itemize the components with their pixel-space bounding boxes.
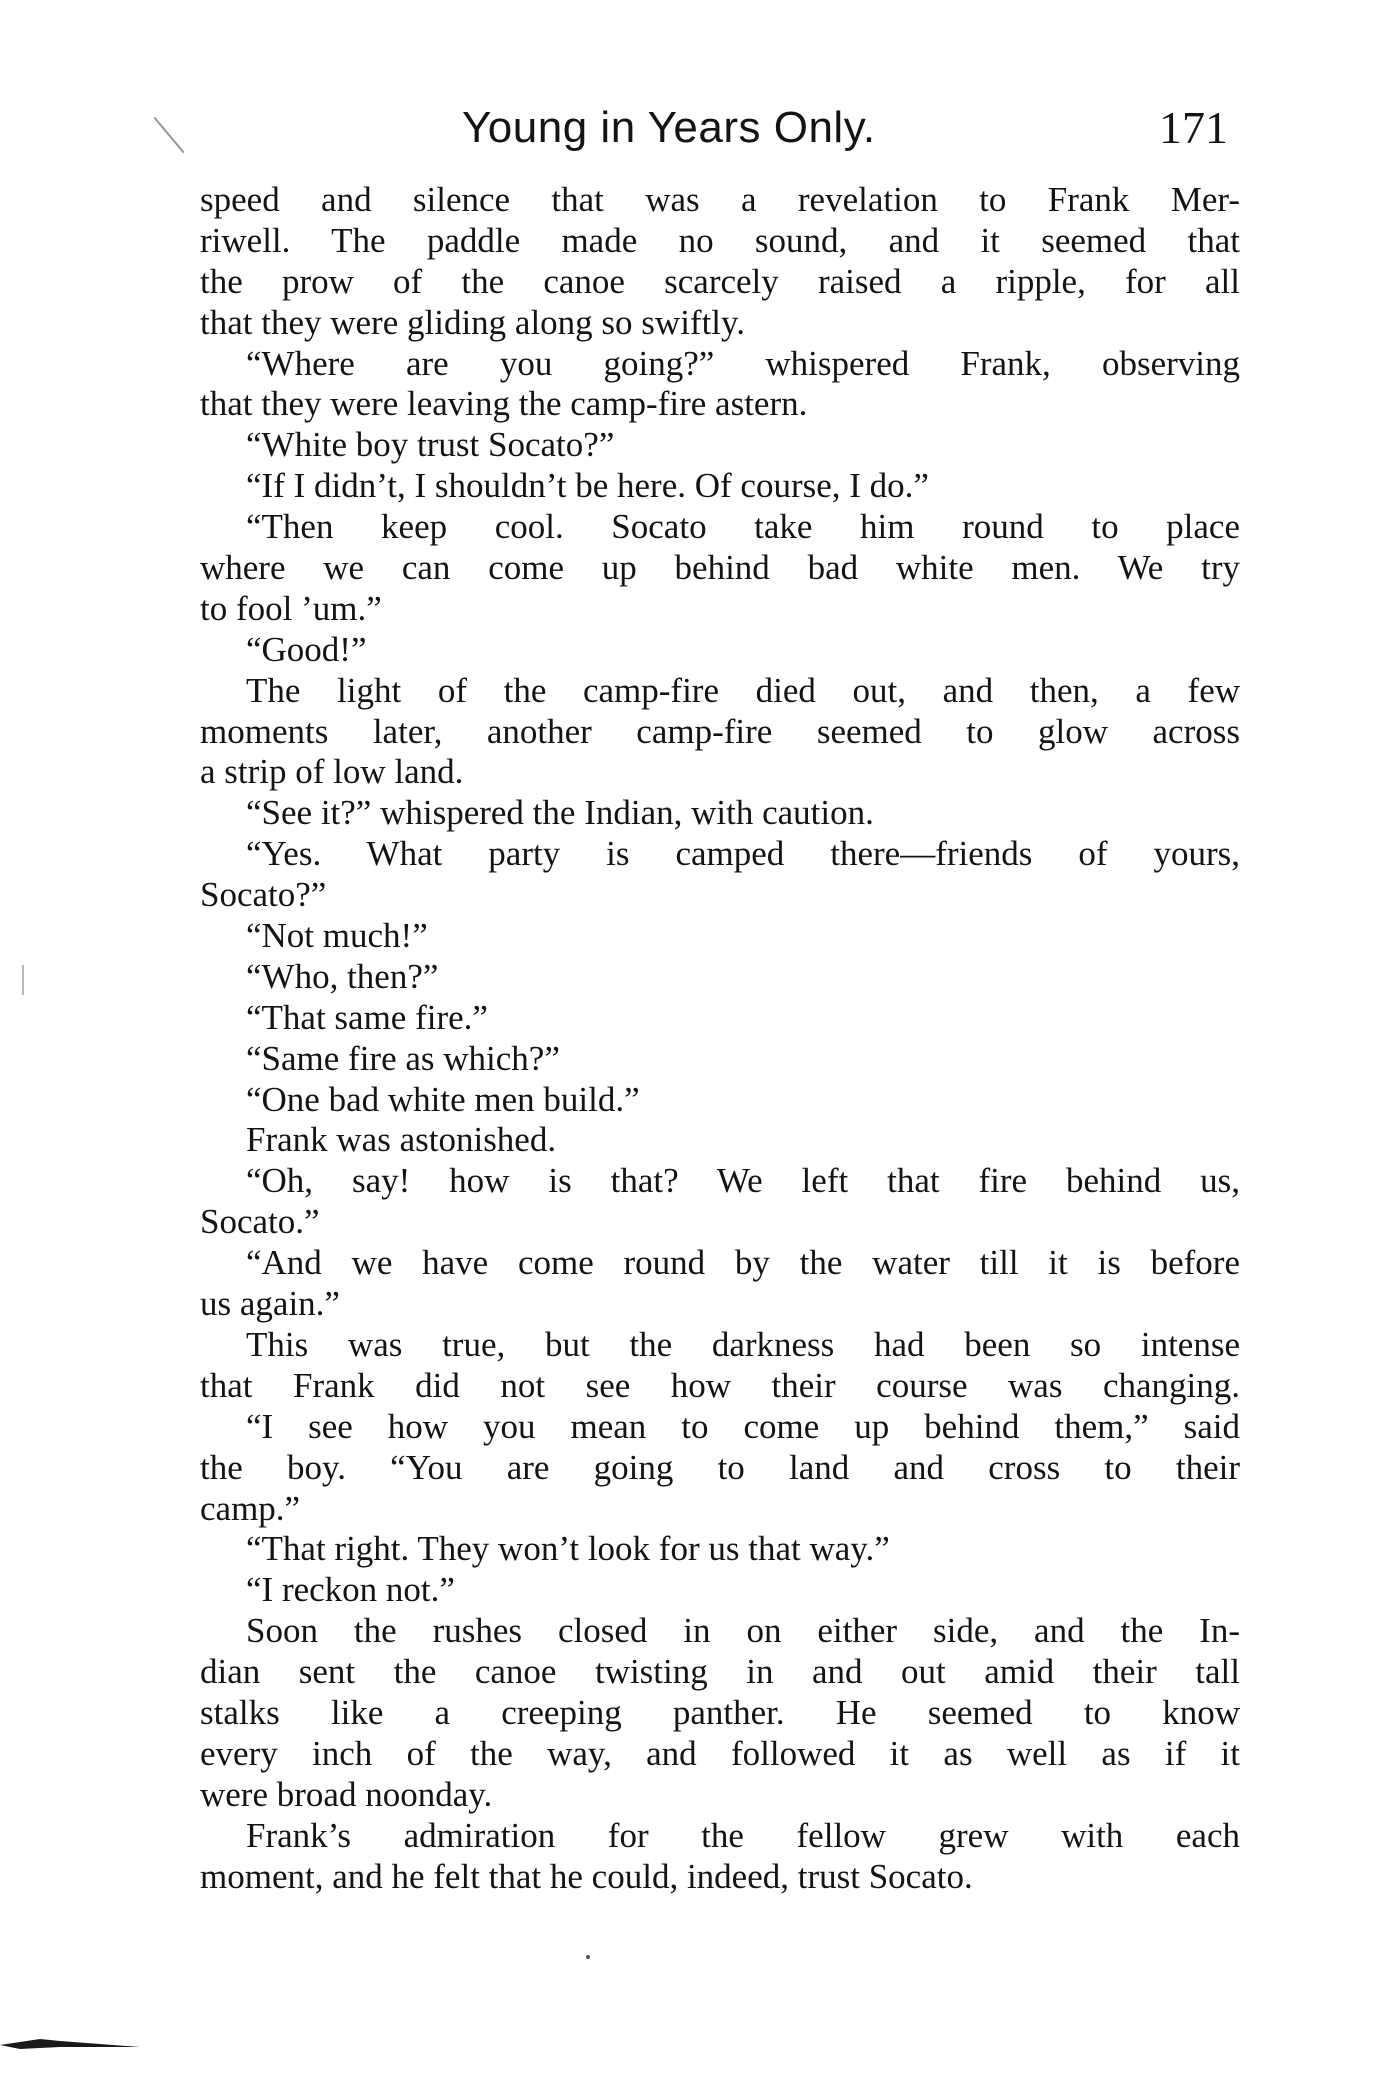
text-line: This was true, but the darkness had been so intense — [246, 1324, 1240, 1364]
text-line: that they were leaving the camp-fire astern. — [200, 384, 808, 424]
text-line: “Then keep cool. Socato take him round to place — [246, 507, 1240, 547]
text-line: Socato.” — [200, 1202, 320, 1242]
text-line: that Frank did not see how their course was changing. — [200, 1365, 1240, 1405]
text-line: “White boy trust Socato?” — [246, 425, 615, 465]
text-line: Socato?” — [200, 875, 327, 915]
text-line: “I see how you mean to come up behind them,” said — [246, 1406, 1240, 1446]
text-line: a strip of low land. — [200, 752, 464, 792]
text-line: camp.” — [200, 1488, 301, 1528]
text-line: every inch of the way, and followed it as well as if it — [200, 1733, 1240, 1773]
text-line: “That same fire.” — [246, 997, 488, 1037]
text-line: moment, and he felt that he could, indeed, trust Socato. — [200, 1856, 973, 1896]
margin-pencil-mark — [153, 117, 184, 154]
text-line: speed and silence that was a revelation to Frank Mer- — [200, 180, 1240, 219]
ink-smudge-mark — [0, 2035, 140, 2051]
text-line: riwell. The paddle made no sound, and it seemed that — [200, 220, 1240, 260]
text-line: “One bad white men build.” — [246, 1079, 640, 1119]
text-line: “Not much!” — [246, 916, 428, 956]
text-line: where we can come up behind bad white men. We try — [200, 548, 1240, 588]
ink-dot — [586, 1955, 590, 1959]
text-line: “That right. They won’t look for us that way.” — [246, 1529, 890, 1569]
margin-bar-mark — [22, 965, 24, 995]
text-line: “I reckon not.” — [246, 1570, 455, 1610]
text-line: “And we have come round by the water till it is before — [246, 1243, 1240, 1283]
running-title: Young in Years Only. — [462, 103, 876, 152]
text-line: “Oh, say! how is that? We left that fire behind us, — [246, 1161, 1240, 1201]
text-line: the prow of the canoe scarcely raised a ripple, for all — [200, 261, 1240, 301]
text-line: Soon the rushes closed in on either side, and the In- — [246, 1611, 1240, 1651]
text-line: “Yes. What party is camped there—friends of yours, — [246, 834, 1240, 874]
running-head — [200, 98, 1240, 158]
text-line: Frank’s admiration for the fellow grew with each — [246, 1815, 1240, 1855]
text-line: “See it?” whispered the Indian, with caution. — [246, 793, 874, 833]
text-line: “Good!” — [246, 629, 367, 669]
text-line: stalks like a creeping panther. He seemed to know — [200, 1692, 1240, 1732]
text-line: “If I didn’t, I shouldn’t be here. Of course, I do.” — [246, 466, 929, 506]
text-line: were broad noonday. — [200, 1774, 493, 1814]
text-line: “Who, then?” — [246, 956, 439, 996]
text-line: dian sent the canoe twisting in and out amid their tall — [200, 1652, 1240, 1692]
text-line: Frank was astonished. — [246, 1120, 557, 1160]
body-text — [200, 180, 1240, 1897]
text-line: “Where are you going?” whispered Frank, observing — [246, 343, 1240, 383]
text-line: “Same fire as which?” — [246, 1038, 560, 1078]
text-line: moments later, another camp-fire seemed to glow across — [200, 711, 1240, 751]
text-line: to fool ’um.” — [200, 588, 382, 628]
page-number: 171 — [1159, 102, 1228, 153]
text-line: that they were gliding along so swiftly. — [200, 302, 745, 342]
text-line: us again.” — [200, 1284, 340, 1324]
text-line: the boy. “You are going to land and cross to their — [200, 1447, 1240, 1487]
text-line: The light of the camp-fire died out, and then, a few — [246, 670, 1240, 710]
